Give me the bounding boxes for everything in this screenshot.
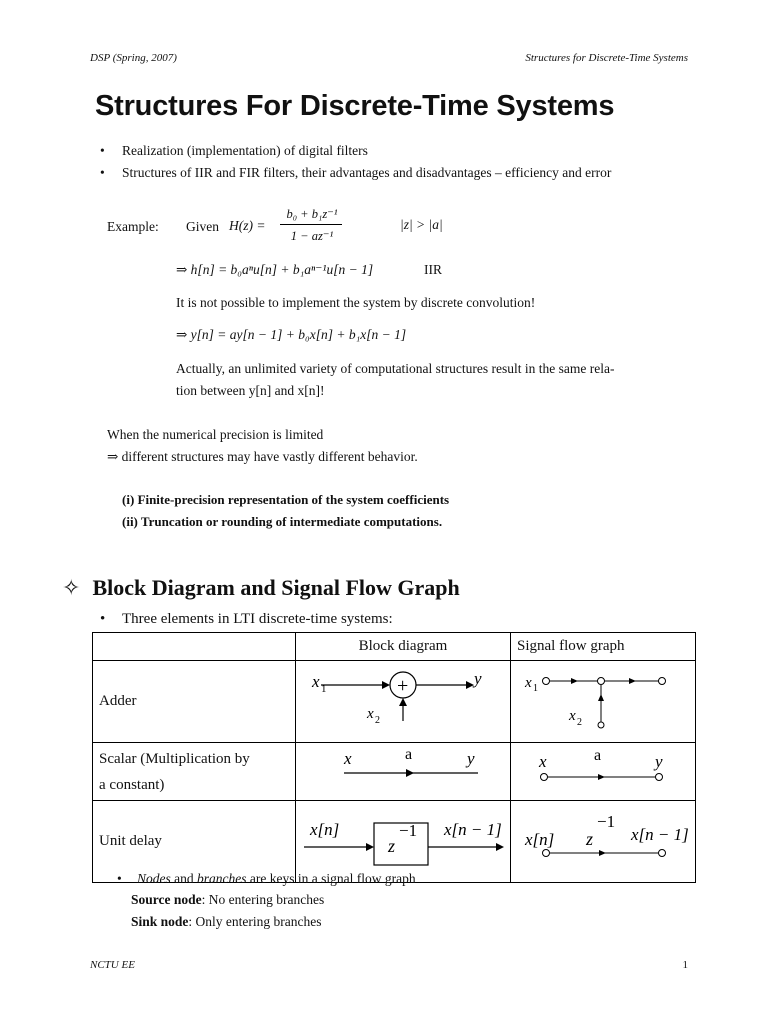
nodes-em: Nodes	[137, 871, 171, 886]
a-label: a	[405, 746, 413, 763]
x1-label: x	[525, 675, 532, 691]
example-given: Given	[186, 219, 219, 234]
xn-label: x[n]	[310, 820, 340, 839]
precision-line1: When the numerical precision is limited	[107, 427, 324, 442]
nodes-bullet	[117, 868, 416, 890]
x2-label: x	[367, 706, 374, 722]
row-label-line: Scalar (Multiplication by	[99, 750, 250, 767]
z-label: z	[388, 836, 396, 856]
adder-block-diagram	[296, 661, 511, 743]
x2-label: x	[569, 708, 576, 724]
source-node	[543, 678, 550, 685]
page-title: Structures For Discrete-Time Systems	[95, 90, 615, 122]
branches-em: branches	[197, 871, 247, 886]
sum-node	[598, 678, 605, 685]
row-label: Unit delay	[93, 801, 296, 883]
source-node-def	[131, 889, 324, 911]
page-number: 1	[682, 959, 688, 971]
x2-sub: 2	[577, 717, 582, 728]
bullet-icon: •	[100, 143, 105, 158]
y-label: y	[655, 752, 663, 771]
sink-node-def	[131, 911, 322, 933]
bullet-text: Three elements in LTI discrete-time systems:	[122, 611, 393, 627]
nodes-mid: and	[170, 871, 197, 886]
fraction-denominator: 1 − az⁻¹	[290, 229, 334, 243]
x-label: x	[539, 752, 547, 771]
adder-signal-flow	[511, 661, 696, 743]
x1-label: x	[312, 672, 320, 691]
footer-left: NCTU EE	[90, 959, 135, 971]
section-title: Block Diagram and Signal Flow Graph	[92, 575, 460, 600]
source-node	[543, 850, 550, 857]
fraction-bar	[280, 224, 342, 225]
sink-node-text: : Only entering branches	[188, 914, 322, 929]
nodes-rest: are keys in a signal flow graph	[246, 871, 416, 886]
z-label: z	[586, 829, 594, 849]
y-label: y	[474, 669, 482, 688]
bullet-text: Structures of IIR and FIR filters, their advantages and disadvantages – efficiency and error	[122, 165, 612, 180]
row-label: Adder	[93, 661, 296, 743]
row-label-line: a constant)	[99, 776, 165, 793]
source-node-term: Source node	[131, 892, 202, 907]
xn1-label: x[n − 1]	[631, 825, 689, 844]
x2-sub: 2	[375, 715, 380, 726]
y-label: y	[467, 749, 475, 768]
xn1-label: x[n − 1]	[444, 820, 502, 839]
not-possible-text: It is not possible to implement the system by discrete convolution!	[176, 295, 536, 310]
table-header-cell: Signal flow graph	[511, 633, 696, 661]
x1-sub: 1	[321, 683, 327, 695]
bullet-item	[100, 140, 368, 162]
scalar-signal-flow	[511, 743, 696, 801]
sink-node	[659, 850, 666, 857]
precision-item1: (i) Finite-precision representation of the system coefficients	[122, 492, 450, 507]
source-node	[541, 774, 548, 781]
table-header-cell	[93, 633, 296, 661]
precision-line2: ⇒ different structures may have vastly different behavior.	[107, 449, 418, 464]
elements-table	[92, 632, 696, 883]
bullet-icon: •	[117, 871, 122, 886]
bullet-icon: •	[100, 165, 105, 180]
a-label: a	[594, 747, 602, 764]
roc: |z| > |a|	[400, 217, 443, 232]
bullet-text: Realization (implementation) of digital filters	[122, 143, 368, 158]
section-heading	[62, 575, 460, 601]
bullet-icon: •	[100, 611, 106, 627]
z-exponent: −1	[399, 821, 418, 840]
scalar-block-diagram	[296, 743, 511, 801]
diamond-star-icon: ✧	[62, 575, 81, 600]
row-label	[93, 743, 296, 801]
table-header-cell: Block diagram	[296, 633, 511, 661]
xn-label: x[n]	[525, 830, 555, 849]
z-exponent: −1	[597, 812, 616, 831]
actually-line1: Actually, an unlimited variety of computational structures result in the same rela-	[176, 361, 615, 376]
hz-label: H(z) =	[229, 218, 266, 233]
fraction-numerator: b₀ + b₁z⁻¹	[286, 207, 338, 221]
source-node-text: : No entering branches	[201, 892, 325, 907]
table-row	[93, 661, 696, 743]
impulse-response: ⇒ h[n] = b₀aⁿu[n] + b₁aⁿ⁻¹u[n − 1]	[176, 262, 374, 277]
x-label: x	[344, 749, 352, 768]
table-row	[93, 743, 696, 801]
x1-sub: 1	[533, 683, 538, 694]
header-right: Structures for Discrete-Time Systems	[525, 52, 688, 64]
bullet-item	[100, 162, 612, 184]
source-node	[598, 722, 604, 728]
sink-node	[656, 774, 663, 781]
header-left: DSP (Spring, 2007)	[90, 52, 177, 64]
table-header-row	[93, 633, 696, 661]
sink-node-term: Sink node	[131, 914, 189, 929]
precision-item2: (ii) Truncation or rounding of intermediate computations.	[122, 514, 443, 529]
sink-node	[659, 678, 666, 685]
iir-label: IIR	[424, 262, 442, 277]
section-bullet	[100, 611, 393, 628]
delay-signal-flow	[511, 801, 696, 883]
difference-equation: ⇒ y[n] = ay[n − 1] + b₀x[n] + b₁x[n − 1]	[176, 327, 407, 342]
actually-line2: tion between y[n] and x[n]!	[176, 383, 325, 398]
plus-sign: +	[397, 675, 409, 697]
example-label: Example:	[107, 219, 159, 234]
